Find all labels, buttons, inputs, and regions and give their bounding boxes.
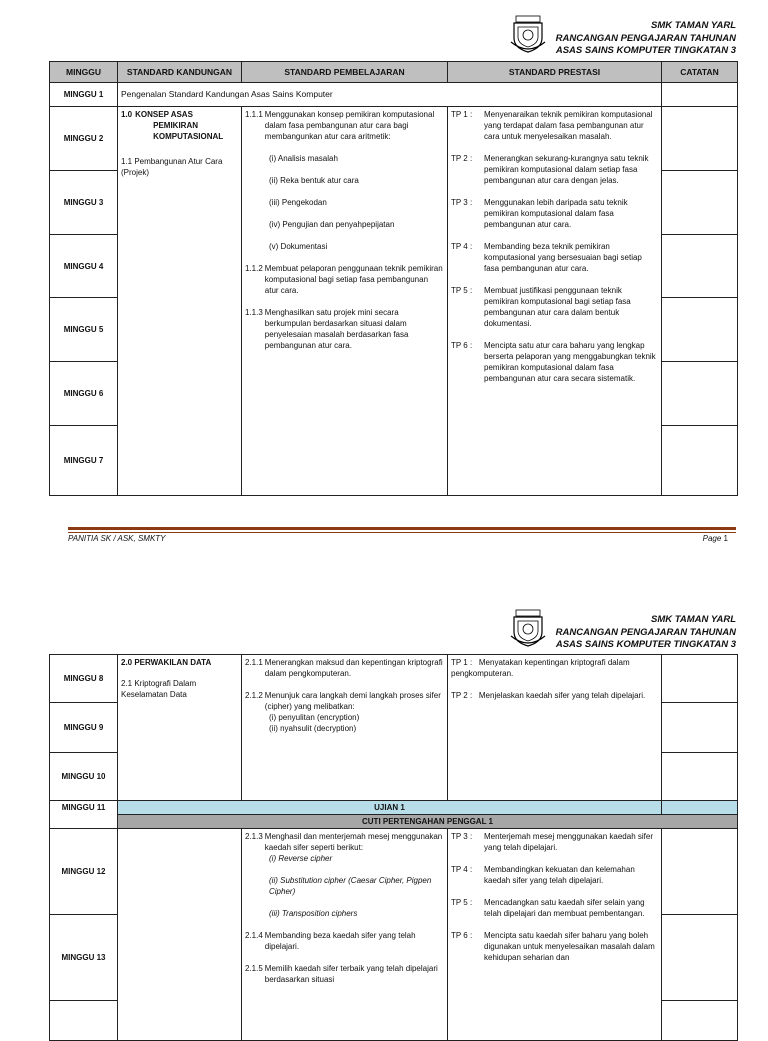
week-label: MINGGU 6 [50, 362, 118, 426]
tp-item: TP 5 : Membuat justifikasi penggunaan teknik pemikiran komputasional bagi setiap fasa pembangunan atur cara dalam bentuk dokumentasi. [451, 286, 631, 328]
footer-page-number: Page 1 [702, 534, 728, 543]
page-header [556, 20, 736, 58]
catatan-cell [662, 362, 738, 426]
catatan-cell [662, 703, 738, 753]
standard-kandungan-1 [118, 107, 242, 496]
sp-subitem: (v) Dokumentasi [269, 242, 328, 251]
week-label: MINGGU 13 [50, 915, 118, 1001]
catatan-cell [662, 171, 738, 235]
holiday-banner: CUTI PERTENGAHAN PENGGAL 1 [118, 815, 738, 829]
page-header [556, 614, 736, 652]
sp-subitem: (ii) Substitution cipher (Caesar Cipher, Pigpen Cipher) [269, 876, 432, 896]
footer-panel-label: PANITIA SK / ASK, SMKTY [68, 534, 166, 543]
tp-item: TP 6 : Mencipta satu atur cara baharu yang lengkap berserta pelaporan yang menggabungkan teknik pemikiran komputasional dalam fasa pembangunan atur cara secara sistematik. [451, 341, 656, 383]
document-page-2 [0, 600, 768, 1024]
catatan-cell [662, 801, 738, 815]
catatan-cell [662, 83, 738, 107]
sp-subitem: (i) penyulitan (encryption) [269, 713, 360, 722]
catatan-cell [662, 298, 738, 362]
standard-pembelajaran-2 [242, 655, 448, 801]
sp-item: 2.1.4 Membanding beza kaedah sifer yang telah dipelajari. [245, 931, 416, 951]
catatan-cell [662, 829, 738, 915]
subject-title: ASAS SAINS KOMPUTER TINGKATAN 3 [555, 45, 736, 56]
sp-item: 1.1.3 Menghasilkan satu projek mini secara berkumpulan berdasarkan situasi dalam penyelesaian masalah berdasarkan fasa pembangunan atur cara. [245, 308, 409, 350]
week-label: MINGGU 10 [50, 753, 118, 801]
catatan-cell [662, 655, 738, 703]
week-label: MINGGU 7 [50, 426, 118, 496]
standard-pembelajaran-1 [242, 107, 448, 496]
week-label: MINGGU 5 [50, 298, 118, 362]
school-name: SMK TAMAN YARL [651, 20, 736, 31]
sp-subitem: (ii) Reka bentuk atur cara [269, 176, 359, 185]
catatan-cell [662, 1001, 738, 1041]
catatan-cell [662, 753, 738, 801]
sp-item: 2.1.5 Memilih kaedah sifer terbaik yang telah dipelajari berdasarkan situasi [245, 964, 438, 984]
sp-subitem: (iii) Pengekodan [269, 198, 327, 207]
sp-subitem: (i) Reverse cipher [269, 854, 333, 863]
week-label: MINGGU 2 [50, 107, 118, 171]
footer-rule-thin [68, 532, 736, 533]
tp-item: TP 2 : Menerangkan sekurang-kurangnya satu teknik pemikiran komputasional dalam setiap fasa pembangunan atur cara dengan jelas. [451, 154, 649, 185]
tp-item: TP 3 : Menggunakan lebih daripada satu teknik pemikiran komputasional dalam fasa pembangunan atur cara. [451, 198, 628, 229]
week-label [50, 1001, 118, 1041]
sp-subitem: (iv) Pengujian dan penyahpepijatan [269, 220, 395, 229]
standard-kandungan-2 [118, 655, 242, 801]
exam-banner: UJIAN 1 [118, 801, 662, 815]
plan-table-page-2 [49, 654, 738, 1041]
sk-subtitle: 1.1 Pembangunan Atur Cara (Projek) [121, 157, 223, 177]
tp-item: TP 4 : Membanding beza teknik pemikiran komputasional yang bersesuaian bagi setiap fasa pembangunan atur cara. [451, 242, 642, 273]
sp-item: 2.1.2 Menunjuk cara langkah demi langkah proses sifer (cipher) yang melibatkan: [245, 691, 441, 711]
week-label: MINGGU 11 [50, 801, 118, 829]
standard-prestasi-2 [448, 655, 662, 801]
school-crest-icon [508, 608, 548, 648]
sp-subitem: (ii) nyahsulit (decryption) [269, 724, 357, 733]
tp-item: TP 4 : Membandingkan kekuatan dan kelemahan kaedah sifer yang telah dipelajari. [451, 865, 635, 885]
standard-prestasi-1 [448, 107, 662, 496]
tp-item: TP 5 : Mencadangkan satu kaedah sifer selain yang telah dipelajari dan membuat pembentangan. [451, 898, 645, 918]
col-standard-kandungan: STANDARD KANDUNGAN [118, 62, 242, 83]
intro-text: Pengenalan Standard Kandungan Asas Sains Komputer [118, 83, 662, 107]
sp-subitem: (iii) Transposition ciphers [269, 909, 358, 918]
sk-title: 1.0 KONSEP ASAS PEMIKIRAN KOMPUTASIONAL [121, 110, 224, 141]
footer-rule [68, 527, 736, 530]
catatan-cell [662, 915, 738, 1001]
sp-item: 1.1.2 Membuat pelaporan penggunaan teknik pemikiran komputasional bagi setiap fasa pembangunan atur cara. [245, 264, 443, 295]
tp-item: TP 1 : Menyatakan kepentingan kriptografi dalam pengkomputeran. [451, 658, 630, 678]
col-catatan: CATATAN [662, 62, 738, 83]
catatan-cell [662, 426, 738, 496]
col-minggu: MINGGU [50, 62, 118, 83]
sp-item: 2.1.3 Menghasil dan menterjemah mesej menggunakan kaedah sifer seperti berikut: [245, 832, 443, 852]
plan-title: RANCANGAN PENGAJARAN TAHUNAN [555, 626, 736, 638]
sp-item: 1.1.1 Menggunakan konsep pemikiran komputasional dalam fasa pembangunan atur cara bagi membangunkan atur cara aritmetik: [245, 110, 435, 141]
tp-item: TP 3 : Menterjemah mesej menggunakan kaedah sifer yang telah dipelajari. [451, 832, 653, 852]
col-standard-pembelajaran: STANDARD PEMBELAJARAN [242, 62, 448, 83]
standard-pembelajaran-3 [242, 829, 448, 1041]
week-label: MINGGU 9 [50, 703, 118, 753]
week-label: MINGGU 1 [50, 83, 118, 107]
plan-title: RANCANGAN PENGAJARAN TAHUNAN [555, 32, 736, 44]
tp-item: TP 2 : Menjelaskan kaedah sifer yang telah dipelajari. [451, 691, 646, 700]
standard-kandungan-3 [118, 829, 242, 1041]
standard-prestasi-3 [448, 829, 662, 1041]
plan-table-page-1 [49, 61, 738, 496]
school-crest-icon [508, 14, 548, 54]
sp-subitem: (i) Analisis masalah [269, 154, 338, 163]
school-name: SMK TAMAN YARL [651, 614, 736, 625]
col-standard-prestasi: STANDARD PRESTASI [448, 62, 662, 83]
subject-title: ASAS SAINS KOMPUTER TINGKATAN 3 [555, 639, 736, 650]
week-label: MINGGU 8 [50, 655, 118, 703]
catatan-cell [662, 235, 738, 298]
week-label: MINGGU 4 [50, 235, 118, 298]
catatan-cell [662, 107, 738, 171]
tp-item: TP 1 : Menyenaraikan teknik pemikiran komputasional yang terdapat dalam fasa pembangunan atur cara untuk menyelesaikan masalah. [451, 110, 653, 141]
sp-item: 2.1.1 Menerangkan maksud dan kepentingan kriptografi dalam pengkomputeran. [245, 658, 443, 678]
week-label: MINGGU 3 [50, 171, 118, 235]
sk-title: 2.0 PERWAKILAN DATA [121, 658, 212, 667]
week-label: MINGGU 12 [50, 829, 118, 915]
tp-item: TP 6 : Mencipta satu kaedah sifer baharu yang boleh digunakan untuk menyelesaikan masalah dalam kehidupan seharian dan [451, 931, 655, 962]
sk-subtitle: 2.1 Kriptografi Dalam Keselamatan Data [121, 679, 197, 699]
